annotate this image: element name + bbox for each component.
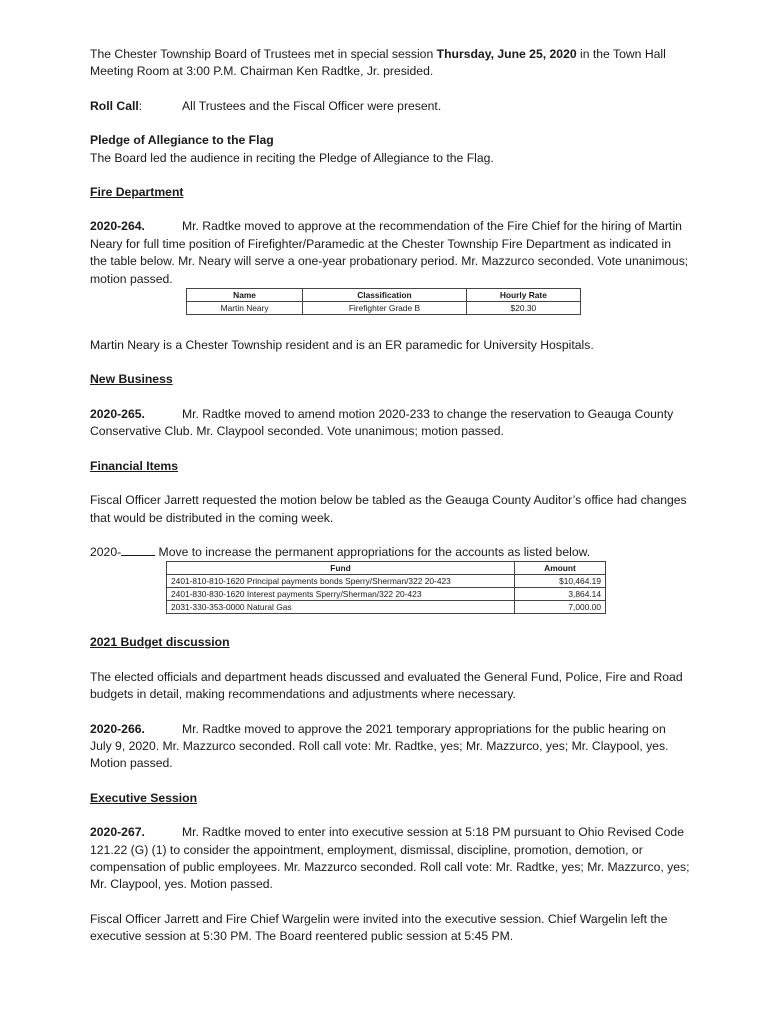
- table-row: [167, 575, 606, 588]
- motion-2020-267: 2020-267. Mr. Radtke moved to enter into executive session at 5:18 PM pursuant to Ohio Revised Code 121.22 (G) (1) to consider the appointment, employment, dismissal, discipline, promotion, demotion, or compensation of public employees. Mr. Mazzurco seconded. Roll call vote: Mr. Radtke, yes; Mr. Mazzurco, yes; Mr. Claypool, yes. Motion passed.: [90, 825, 690, 892]
- pledge-heading: Pledge of Allegiance to the Flag: [90, 133, 274, 148]
- new-business-heading: New Business: [90, 372, 173, 387]
- roll-call: Roll Call: All Trustees and the Fiscal Officer were present.: [90, 98, 442, 113]
- appropriations-table: [166, 561, 606, 614]
- table-cell: 7,000.00: [515, 601, 606, 614]
- table-cell: 2031-330-353-0000 Natural Gas: [167, 601, 515, 614]
- hiring-table: [186, 288, 581, 315]
- motion-2020-264: 2020-264. Mr. Radtke moved to approve at the recommendation of the Fire Chief for the hiring of Martin Neary for full time position of Firefighter/Paramedic at the Chester Township Fire Department as indicated in the table below. Mr. Neary will serve a one-year probationary period. Mr. Mazzurco seconded. Vote unanimous; motion passed.: [90, 219, 689, 286]
- table-cell: $20.30: [466, 302, 580, 315]
- table-row: [167, 601, 606, 614]
- table-cell: 3,864.14: [515, 588, 606, 601]
- intro-paragraph: The Chester Township Board of Trustees met in special session Thursday, June 25, 2020 in the Town Hall Meeting Room at 3:00 P.M. Chairman Ken Radtke, Jr. presided.: [90, 47, 666, 79]
- table-cell: 2401-810-810-1620 Principal payments bonds Sperry/Sherman/322 20-423: [167, 575, 515, 588]
- appropriations-motion: 2020- Move to increase the permanent appropriations for the accounts as listed below.: [90, 544, 591, 559]
- financial-items-heading: Financial Items: [90, 458, 179, 473]
- minutes-page: [90, 46, 690, 946]
- neary-note: Martin Neary is a Chester Township resident and is an ER paramedic for University Hospitals.: [90, 338, 594, 353]
- pledge-text: The Board led the audience in reciting the Pledge of Allegiance to the Flag.: [90, 150, 494, 165]
- hiring-table-header: Classification: [303, 289, 467, 302]
- table-cell: 2401-830-830-1620 Interest payments Sperry/Sherman/322 20-423: [167, 588, 515, 601]
- appropriations-table-header: Fund: [167, 562, 515, 575]
- table-row: [167, 588, 606, 601]
- motion-2020-266: 2020-266. Mr. Radtke moved to approve the 2021 temporary appropriations for the public hearing on July 9, 2020. Mr. Mazzurco seconded. Roll call vote: Mr. Radtke, yes; Mr. Mazzurco, yes; Mr. Claypool, yes. Motion passed.: [90, 721, 669, 771]
- appropriations-table-header: Amount: [515, 562, 606, 575]
- table-row: [187, 302, 581, 315]
- meeting-date: Thursday, June 25, 2020: [436, 47, 577, 61]
- hiring-table-header: Name: [187, 289, 303, 302]
- motion-number-blank: [121, 544, 155, 556]
- budget-text: The elected officials and department heads discussed and evaluated the General Fund, Police, Fire and Road budgets in detail, making recommendations and adjustments where necessary.: [90, 669, 683, 702]
- executive-closing: Fiscal Officer Jarrett and Fire Chief Wargelin were invited into the executive session. Chief Wargelin left the executive session at 5:30 PM. The Board reentered public session at 5:45 PM.: [90, 911, 668, 944]
- table-cell: Firefighter Grade B: [303, 302, 467, 315]
- executive-session-heading: Executive Session: [90, 790, 198, 805]
- table-cell: Martin Neary: [187, 302, 303, 315]
- financial-text: Fiscal Officer Jarrett requested the motion below be tabled as the Geauga County Auditor’s office had changes that would be distributed in the coming week.: [90, 493, 687, 525]
- motion-2020-265: 2020-265. Mr. Radtke moved to amend motion 2020-233 to change the reservation to Geauga County Conservative Club. Mr. Claypool seconded. Vote unanimous; motion passed.: [90, 406, 674, 439]
- hiring-table-header: Hourly Rate: [466, 289, 580, 302]
- fire-department-heading: Fire Department: [90, 185, 184, 200]
- table-cell: $10,464.19: [515, 575, 606, 588]
- budget-heading: 2021 Budget discussion: [90, 635, 230, 650]
